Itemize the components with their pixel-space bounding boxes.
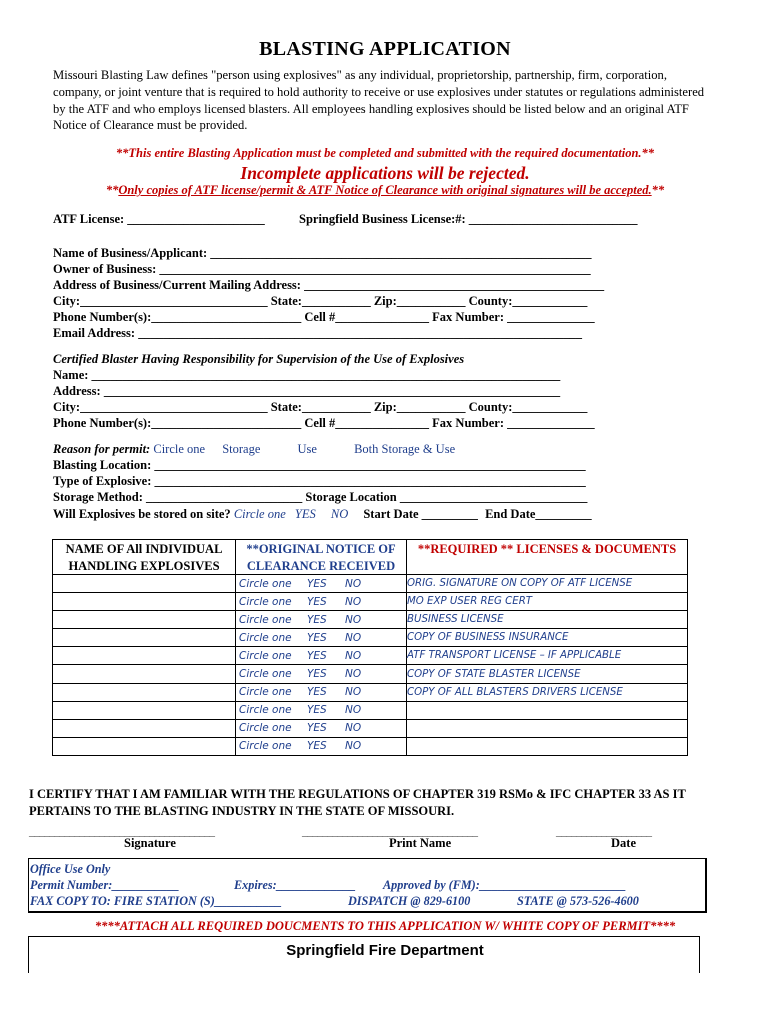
reason-for-permit [53,442,455,457]
handler-name-cell[interactable] [53,701,236,719]
clearance-cell [236,701,407,719]
clearance-yes[interactable]: YES [307,649,327,662]
blaster-name-field[interactable]: Name: ___________________________________________________________________________ [53,368,561,382]
state-number: STATE @ 573-526-4600 [517,894,639,908]
blaster-city-field[interactable]: City:______________________________ State:___________ Zip:___________ County:____________ [53,400,588,414]
clearance-yes[interactable]: YES [307,613,327,626]
email-field[interactable]: Email Address: _______________________________________________________________________ [53,326,582,340]
required-document-cell: ORIG. SIGNATURE ON COPY OF ATF LICENSE [407,575,688,593]
required-document-cell [407,701,688,719]
office-use-heading: Office Use Only [30,862,111,876]
table-row [53,611,688,629]
signature-label: Signature [124,836,176,850]
reason-circle-one: Circle one [153,442,206,456]
circle-one-label: Circle one [239,740,292,753]
table-row [53,737,688,755]
explosives-handlers-table [52,539,688,756]
storage-method-field[interactable]: Storage Method: _________________________ Storage Location ______________________________ [53,490,588,504]
clearance-cell [236,665,407,683]
footer-department: Springfield Fire Department [286,942,484,959]
table-row [53,683,688,701]
required-document-cell: ATF TRANSPORT LICENSE – IF APPLICABLE [407,647,688,665]
option-use[interactable]: Use [297,442,317,456]
clearance-yes[interactable]: YES [307,595,327,608]
handler-name-cell[interactable] [53,665,236,683]
notice-atf-copies [0,183,770,198]
springfield-license-field[interactable]: Springfield Business License:#: ___________________________ [299,212,638,226]
city-state-zip-field[interactable]: City:______________________________ State:___________ Zip:___________ County:____________ [53,294,588,308]
required-document-cell [407,737,688,755]
signature-line[interactable]: _____________________________________ [29,824,214,838]
clearance-no[interactable]: NO [345,649,362,662]
required-document-cell [407,719,688,737]
clearance-yes[interactable]: YES [307,668,327,681]
approved-by-field[interactable]: Approved by (FM):________________________ [383,878,627,892]
circle-one-label: Circle one [239,631,292,644]
intro-paragraph: Missouri Blasting Law defines "person using explosives" as any individual, proprietorship, partnership, firm, corporation, company, or joint venture that is required to hold authority to receive or use explosives under statutes or regulations administered by the ATF and who employs licensed blasters. All employees handling explosives should be listed below and an original ATF Notice of Clearance must be provided. [53,68,705,133]
blaster-address-field[interactable]: Address: _________________________________________________________________________ [53,384,561,398]
clearance-no[interactable]: NO [345,595,362,608]
end-date-field[interactable]: End Date_________ [485,507,592,521]
handler-name-cell[interactable] [53,737,236,755]
stored-circle-one: Circle one [233,507,286,521]
clearance-cell [236,737,407,755]
stored-no[interactable]: NO [330,507,349,521]
handler-name-cell[interactable] [53,611,236,629]
clearance-yes[interactable]: YES [307,631,327,644]
circle-one-label: Circle one [239,686,292,699]
handler-name-cell[interactable] [53,629,236,647]
stored-on-site-row [53,507,592,522]
expires-field[interactable]: Expires:_____________ [234,878,356,892]
handler-name-cell[interactable] [53,719,236,737]
notice-prefix: ** [105,183,119,197]
table-row [53,719,688,737]
required-document-cell: BUSINESS LICENSE [407,611,688,629]
explosive-type-field[interactable]: Type of Explosive: _____________________________________________________________________ [53,474,586,488]
date-line[interactable]: ___________________ [556,824,651,838]
required-document-cell: COPY OF ALL BLASTERS DRIVERS LICENSE [407,683,688,701]
clearance-cell [236,683,407,701]
required-document-cell: MO EXP USER REG CERT [407,593,688,611]
clearance-yes[interactable]: YES [307,686,327,699]
clearance-no[interactable]: NO [345,668,362,681]
reason-label: Reason for permit: [53,442,151,456]
circle-one-label: Circle one [239,595,292,608]
clearance-yes[interactable]: YES [307,704,327,717]
phone-field[interactable]: Phone Number(s):________________________ Cell #_______________ Fax Number: ______________ [53,310,595,324]
clearance-cell [236,719,407,737]
circle-one-label: Circle one [239,722,292,735]
atf-license-field[interactable]: ATF License: ______________________ [53,212,265,226]
clearance-no[interactable]: NO [345,613,362,626]
option-both[interactable]: Both Storage & Use [354,442,456,456]
clearance-no[interactable]: NO [345,631,362,644]
blaster-heading: Certified Blaster Having Responsibility for Supervision of the Use of Explosives [53,352,465,366]
circle-one-label: Circle one [239,613,292,626]
stored-yes[interactable]: YES [294,507,316,521]
table-row [53,665,688,683]
notice-suffix: ** [651,183,665,197]
table-row [53,701,688,719]
header-clearance: **ORIGINAL NOTICE OF CLEARANCE RECEIVED [236,540,407,575]
print-name-label: Print Name [389,836,452,850]
header-documents: **REQUIRED ** LICENSES & DOCUMENTS [407,540,688,575]
clearance-no[interactable]: NO [345,740,362,753]
clearance-no[interactable]: NO [345,722,362,735]
clearance-yes[interactable]: YES [307,740,327,753]
table-row [53,593,688,611]
handler-name-cell[interactable] [53,593,236,611]
clearance-cell [236,647,407,665]
table-row [53,629,688,647]
notice-complete: **This entire Blasting Application must be completed and submitted with the required documentation.** [115,146,655,160]
notice-underlined: Only copies of ATF license/permit & ATF Notice of Clearance with original signatures will be accepted. [118,183,652,197]
dispatch-number: DISPATCH @ 829-6100 [348,894,471,908]
blasting-location-field[interactable]: Blasting Location: _____________________________________________________________________ [53,458,586,472]
header-names: NAME OF All INDIVIDUAL HANDLING EXPLOSIVES [53,540,236,575]
attach-documents-notice: ****ATTACH ALL REQUIRED DOUCMENTS TO THIS APPLICATION W/ WHITE COPY OF PERMIT**** [94,919,676,933]
print-name-line[interactable]: ___________________________________ [302,824,477,838]
clearance-no[interactable]: NO [345,704,362,717]
clearance-yes[interactable]: YES [307,722,327,735]
clearance-no[interactable]: NO [345,686,362,699]
business-name-field[interactable]: Name of Business/Applicant: _____________________________________________________________ [53,246,592,260]
address-field[interactable]: Address of Business/Current Mailing Address: ________________________________________________ [53,278,605,292]
owner-field[interactable]: Owner of Business: _____________________________________________________________________ [53,262,591,276]
table-row [53,575,688,593]
start-date-field[interactable]: Start Date _________ [363,507,478,521]
clearance-cell [236,593,407,611]
stored-question: Will Explosives be stored on site? [53,507,231,521]
page-title: BLASTING APPLICATION [259,38,511,60]
clearance-cell [236,629,407,647]
clearance-cell [236,575,407,593]
clearance-yes[interactable]: YES [307,577,327,590]
blaster-phone-field[interactable]: Phone Number(s):________________________ Cell #_______________ Fax Number: ______________ [53,416,595,430]
clearance-no[interactable]: NO [345,577,362,590]
fax-copy-field[interactable]: FAX COPY TO: FIRE STATION (S)___________ [30,894,282,908]
circle-one-label: Circle one [239,668,292,681]
handler-name-cell[interactable] [53,683,236,701]
table-header-row [53,540,688,575]
clearance-cell [236,611,407,629]
required-document-cell: COPY OF BUSINESS INSURANCE [407,629,688,647]
circle-one-label: Circle one [239,577,292,590]
circle-one-label: Circle one [239,649,292,662]
circle-one-label: Circle one [239,704,292,717]
notice-rejected: Incomplete applications will be rejected. [240,163,530,183]
required-document-cell: COPY OF STATE BLASTER LICENSE [407,665,688,683]
date-label: Date [611,836,636,850]
option-storage[interactable]: Storage [222,442,261,456]
permit-number-field[interactable]: Permit Number:___________ [30,878,180,892]
table-row [53,647,688,665]
handler-name-cell[interactable] [53,647,236,665]
certification-statement: I CERTIFY THAT I AM FAMILIAR WITH THE REGULATIONS OF CHAPTER 319 RSMo & IFC CHAPTER 33 AS IT PERTAINS TO THE BLASTING INDUSTRY IN THE STATE OF MISSOURI. [29,787,686,818]
handler-name-cell[interactable] [53,575,236,593]
